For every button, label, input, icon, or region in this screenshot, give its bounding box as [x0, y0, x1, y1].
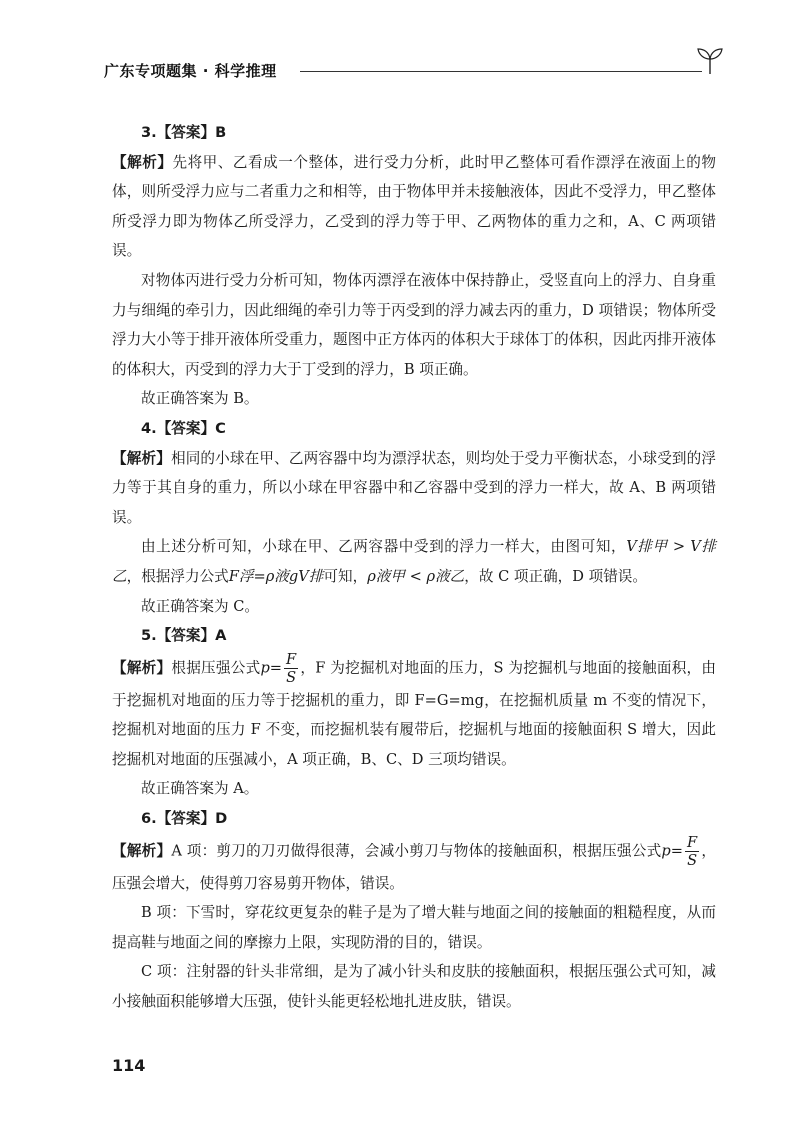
pressure-fraction: $\frac{F}{S}$ [687, 833, 698, 869]
q4-conclusion: 故正确答案为 C。 [141, 597, 259, 615]
q3-analysis: 【解析】先将甲、乙看成一个整体，进行受力分析，此时甲乙整体可看作漂浮在液面上的物体，则所受浮力应与二者重力之和相等，由于物体甲并未接触液体，因此不受浮力，甲乙整体所受浮力即为物体乙所受浮力，乙受到的浮力等于甲、乙两物体的重力之和，A、C 两项错误。 [112, 153, 716, 260]
rho-jia: ρ液甲 [367, 567, 405, 585]
header-rule [300, 71, 702, 72]
analysis-label: 【解析】 [112, 842, 172, 860]
v-pai-jia: V排甲 [626, 538, 668, 556]
q3-paragraph: 对物体丙进行受力分析可知，物体丙漂浮在液体中保持静止，受竖直向上的浮力、自身重力与细绳的牵引力，因此细绳的牵引力等于丙受到的浮力减去丙的重力，D 项错误；物体所受浮力大小等于排开液体所受重力，题图中正方体丙的体积大于球体丁的体积，因此丙排开液体的体积大，丙受到的浮力大于丁受到的浮力，B 项正确。 [112, 271, 716, 378]
q5-conclusion: 故正确答案为 A。 [141, 780, 259, 798]
page-header [104, 58, 724, 84]
q4-answer: 4.【答案】C [141, 419, 226, 437]
leaf-ornament-icon [696, 46, 724, 76]
q6-option-c: C 项：注射器的针头非常细，是为了减小针头和皮肤的接触面积，根据压强公式可知，减小接触面积能够增大压强，使针头能更轻松地扎进皮肤，错误。 [112, 963, 716, 1011]
pressure-fraction: $\frac{F}{S}$ [286, 650, 297, 686]
q6-analysis: 【解析】A 项：剪刀的刀刃做得很薄，会减小剪刀与物体的接触面积，根据压强公式p= $\frac{F}{S}$ ，压强会增大，使得剪刀容易剪开物体，错误。 [112, 833, 716, 892]
q5-answer: 5.【答案】A [141, 627, 227, 645]
rho-yi: ρ液乙 [426, 567, 465, 585]
q5-analysis: 【解析】根据压强公式p= $\frac{F}{S}$ ，F 为挖掘机对地面的压力，S 为挖掘机与地面的接触面积，由于挖掘机对地面的压力等于挖掘机的重力，即 F=G=mg，在挖掘机质量 m 不变的情况下，挖掘机对地面的压力 F 不变，而挖掘机装有履带后，挖掘机与地面的接触面积 S 增大，因此挖掘机对地面的压强减小，A 项正确，B、C、D 三项均错误。 [112, 650, 716, 768]
analysis-label: 【解析】 [112, 449, 171, 467]
analysis-label: 【解析】 [112, 659, 172, 677]
q3-answer: 3.【答案】B [141, 124, 227, 141]
q4-paragraph: 由上述分析可知，小球在甲、乙两容器中受到的浮力一样大，由图可知，V排甲 > V排乙，根据浮力公式F浮=ρ液gV排可知，ρ液甲 < ρ液乙，故 C 项正确，D 项错误。 [112, 538, 716, 585]
q6-option-b: B 项：下雪时，穿花纹更复杂的鞋子是为了增大鞋与地面之间的接触面的粗糙程度，从而提高鞋与地面之间的摩擦力上限，实现防滑的目的，错误。 [112, 904, 716, 951]
analysis-label: 【解析】 [112, 153, 173, 171]
v-pai-yi: V排乙 [112, 538, 716, 585]
q3-conclusion: 故正确答案为 B。 [141, 390, 259, 408]
q6-answer: 6.【答案】D [141, 810, 228, 828]
header-title: 广东专项题集 · 科学推理 [104, 62, 277, 80]
page-number: 114 [112, 1056, 146, 1075]
q4-analysis: 【解析】相同的小球在甲、乙两容器中均为漂浮状态，则均处于受力平衡状态，小球受到的浮力等于其自身的重力，所以小球在甲容器中和乙容器中受到的浮力一样大，故 A、B 两项错误。 [112, 449, 716, 526]
buoyancy-formula: F浮=ρ液gV排 [228, 567, 324, 585]
answer-content [112, 118, 716, 1017]
